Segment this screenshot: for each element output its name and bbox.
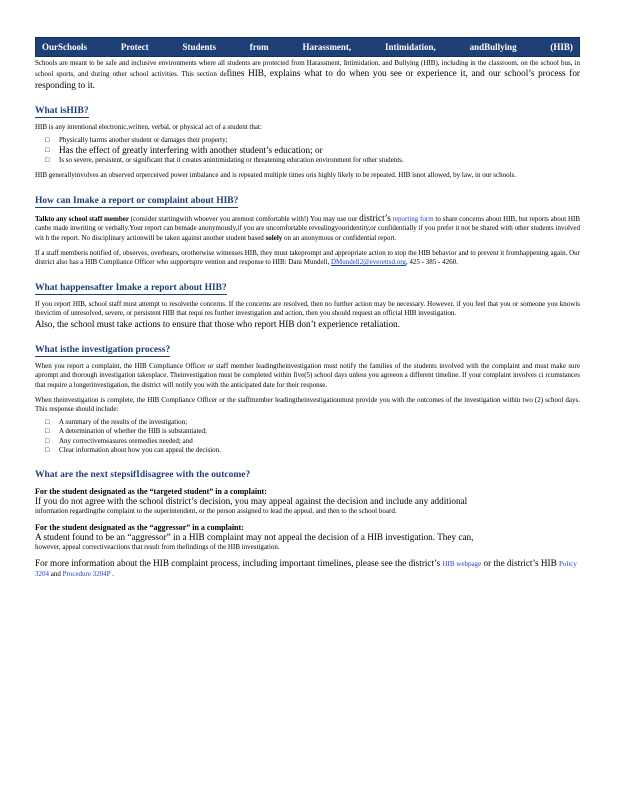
policy-link[interactable]: Policy 3204 (35, 560, 577, 578)
list-item: □ Has the effect of greatly interfering with another student’s education; or (45, 145, 580, 156)
intro-paragraph (35, 59, 580, 91)
list-item: □ Clear information about how you can appeal the decision. (45, 446, 580, 455)
reporting-link[interactable]: reporting (392, 214, 419, 223)
after-retaliation: Also, the school must take actions to ensure that those who report HIB don’t experience retaliation. (35, 318, 400, 329)
title-word: Students (182, 42, 216, 52)
report-text: , 425 - 385 - 4260. (405, 258, 458, 267)
title-bar (35, 37, 580, 57)
email-link[interactable]: DMundell2@everettsd.org (330, 258, 406, 267)
report-paragraph-1 (35, 213, 580, 243)
list-item: □ A determination of whether the HIB is substantiated; (45, 427, 580, 436)
hib-webpage-link[interactable]: HIB webpage (442, 560, 482, 569)
title-word: OurSchools (42, 42, 88, 52)
section-after (35, 277, 580, 295)
title-word: Protect (120, 42, 149, 52)
aggressor-large: A student found to be an “aggressor” in a HIB complaint may not appeal the decision of a HIB investigation. They can, (35, 531, 474, 542)
process-paragraph-1: When you report a complaint, the HIB Compliance Officer or staff member leadingtheinvestigation must notify the families of the students involved with the complaint and must make sure aprompt and thorough investigation takesplace. Theinvestigation must be completed within five(5) school days unless you agreeon a different timeline. If your complaint involves ci rcumstances that require a longerinvestigation, the district will notify you with the anticipated date for their response. (35, 361, 580, 389)
form-link[interactable]: form (420, 214, 434, 223)
intro-small: Schools are meant to be safe and inclusive environments where all students are protected from Harassment, Intimidation, and Bullying (HIB), including in the classroom, on the school bus, in school sports, and during other school activities. This section de (35, 59, 580, 79)
aggressor-small: however, appeal correctiveactions that result from thefindings of the HIB investigation. (35, 542, 280, 551)
heading-process: What isthe investigation process? (35, 344, 171, 355)
more-info-text: and (49, 569, 63, 578)
document-content (35, 37, 580, 579)
solely-text: solely (265, 233, 283, 242)
process-bullets (35, 418, 580, 456)
report-paragraph-2 (35, 249, 580, 268)
report-text: If a staff memberis notified of, observes, overhears, orotherwise witnesses HIB, they must takeprompt and appropriate action to stop the HIB behavior and to prevent it fromhappening again. Our district also has a HIB Compliance Officer who supportspre vention and response to HIB: Dani Mundell, (35, 249, 580, 267)
section-what-is (35, 100, 580, 118)
what-is-bullets (35, 136, 580, 166)
heading-after: What happensafter Imake a report about HIB? (35, 282, 227, 293)
after-paragraph: If you report HIB, school staff must attempt to resolvethe concerns. If the concerns are resolved, then no further action may be necessary. However, if you feel that you or someone you knowis thevictim of unresolved, severe, or persistent HIB that requi res further investigation and action, then you should request an official HIB investigation. (35, 299, 580, 318)
section-disagree (35, 464, 580, 482)
more-info-text: or the district’s HIB (481, 558, 560, 569)
report-text: district’s (359, 212, 391, 223)
section-report (35, 190, 580, 208)
report-text: on an anonymous or confidential report. (282, 233, 397, 242)
targeted-large: If you do not agree with the school district’s decision, you may appeal against the decision and include any additional (35, 496, 468, 507)
talk-to-staff-text: Talkto any school staff member (35, 214, 129, 223)
section-process (35, 339, 580, 357)
more-info-paragraph (35, 558, 580, 579)
what-is-lead: HIB is any intentional electronic,written, verbal, or physical act of a student that: (35, 123, 262, 132)
more-info-text: For more information about the HIB complaint process, including important timelines, please see the district’s (35, 558, 443, 569)
heading-what-is: What isHIB? (35, 106, 89, 117)
list-item: □ A summary of the results of the investigation; (45, 418, 580, 427)
what-is-closing: HIB generallyinvolves an observed orperceived power imbalance and is repeated multiple times oris highly likely to be repeated. HIB isnot allowed, by law, in our schools. (35, 171, 517, 180)
report-text: (consider startingwith whoever you aremost comfortable with!) You may use our (128, 214, 360, 223)
list-item: □ Any correctivemeasures oremedies needed; and (45, 437, 580, 446)
intro-large: fines HIB, explains what to do when you see or experience it, and our school’s process for responding to it. (35, 68, 580, 90)
list-item: □ Physically harms another student or damages their property; (45, 136, 580, 145)
procedure-link[interactable]: Procedure 3204P (62, 569, 111, 578)
title-word: andBullying (469, 42, 517, 52)
heading-disagree: What are the next stepsifIdisagree with the outcome? (35, 470, 251, 481)
list-item: □ Is so severe, persistent, or significant that it creates anintimidating or threatening education environment for other students. (45, 156, 580, 165)
targeted-subheading: For the student designated as the “targeted student” in a complaint: (35, 487, 267, 497)
process-paragraph-2: When theinvestigation is complete, the HIB Compliance Officer or the staffmember leadingtheinvestigationmust provide you with the outcomes of the investigation within two (2) school days. This response should include: (35, 395, 580, 414)
report-text: to share concerns about HIB, but reports about HIB canbe made inwriting or verbally.Your report can bemade anonymously,if you are uncomfortable revealingyouridentity,or confidentially if you prefer it not be shared with other students involved wit h the report. No disciplinary actionwill be taken against another student based (35, 214, 581, 242)
title-word: from (249, 42, 269, 52)
more-info-text: . (110, 569, 114, 578)
aggressor-subheading: For the student designated as the “aggressor” in a complaint: (35, 522, 244, 532)
title-word: (HIB) (550, 42, 573, 52)
heading-report: How can Imake a report or complaint about HIB? (35, 195, 239, 206)
title-word: Harassment, (302, 42, 352, 52)
title-word: Intimidation, (385, 42, 436, 52)
targeted-small: information regardingthe complaint to the superintendent, or the person assigned to lead the appeal, and then to the school board. (35, 507, 397, 516)
